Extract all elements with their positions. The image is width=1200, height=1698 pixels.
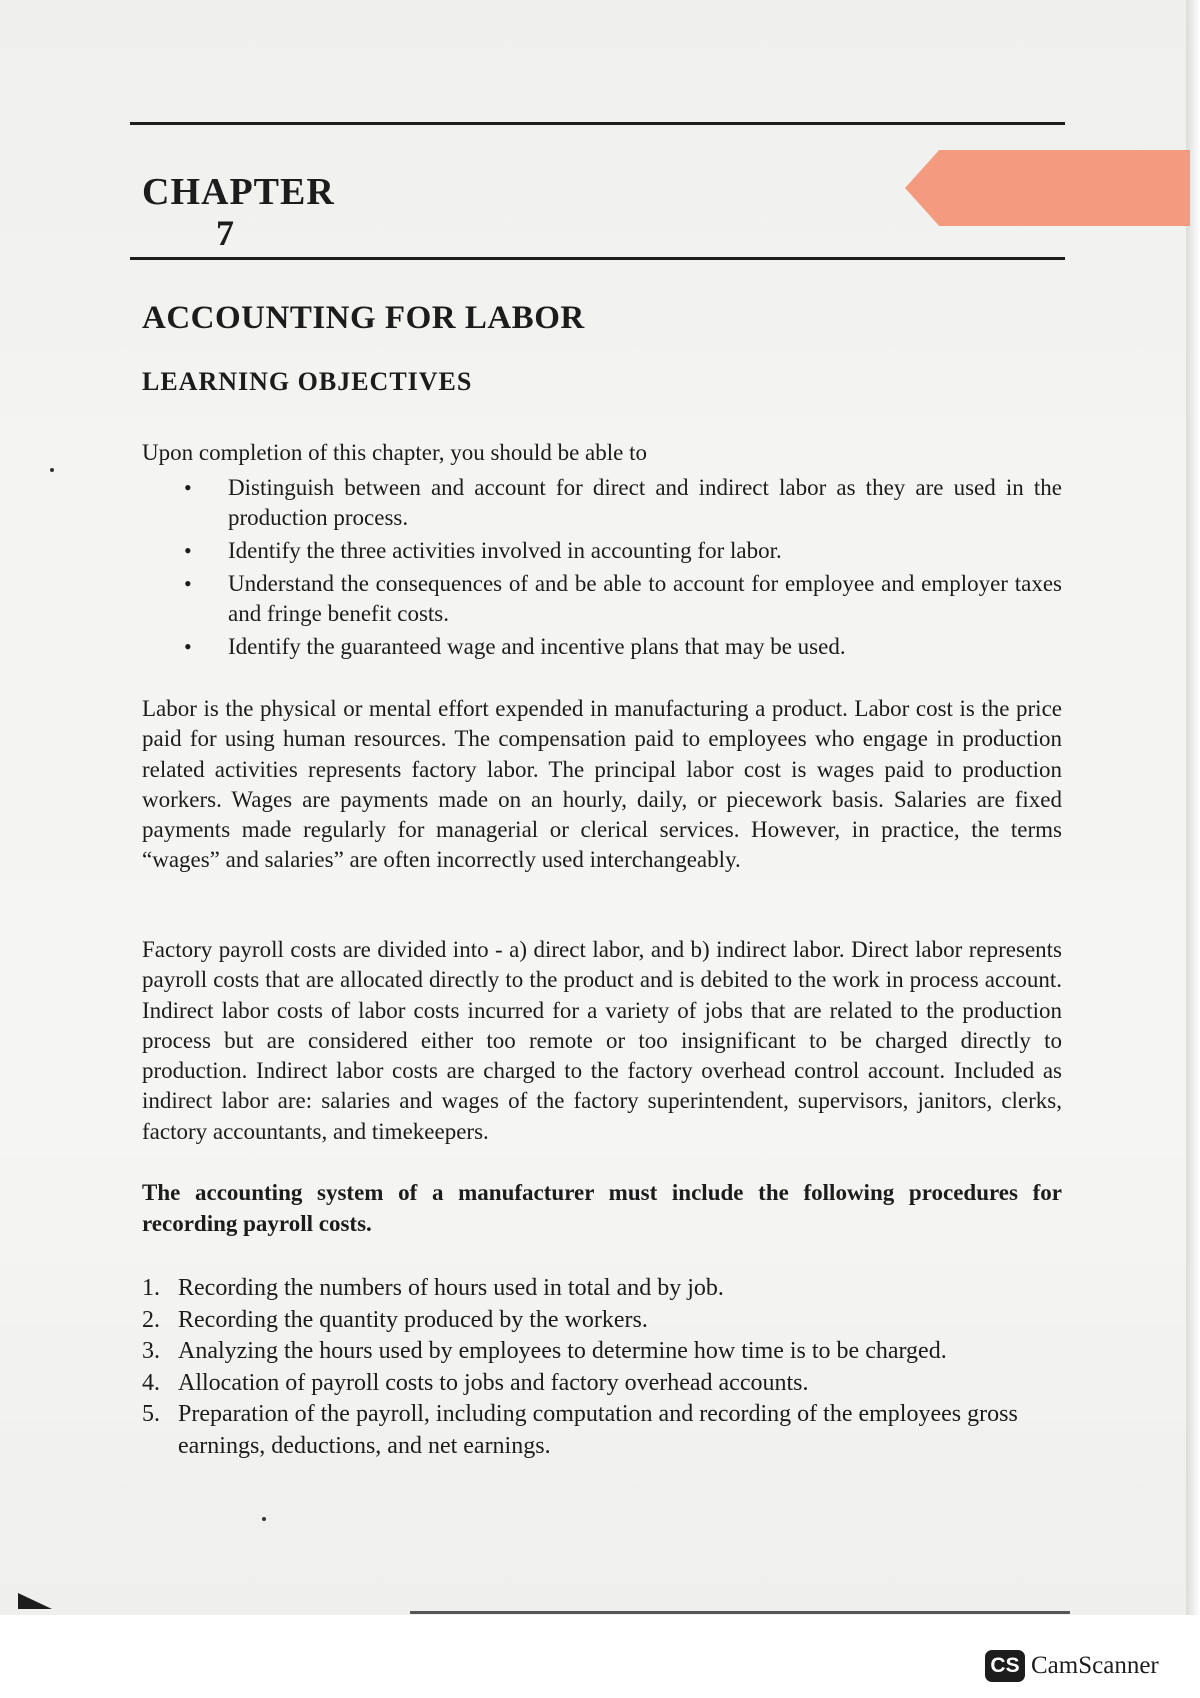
objective-text: Identify the three activities involved in accounting for labor. (228, 538, 782, 563)
corner-mark-icon (18, 1593, 52, 1609)
bullet-icon: • (184, 538, 192, 563)
procedure-number: 5. (142, 1401, 160, 1427)
procedure-item (142, 1273, 1062, 1305)
camscanner-name: CamScanner (1031, 1652, 1159, 1679)
top-rule (130, 122, 1065, 125)
objectives-list (142, 473, 1062, 665)
objective-text: Identify the guaranteed wage and incentive plans that may be used. (228, 634, 846, 659)
bold-statement: The accounting system of a manufacturer must include the following procedures for recording payroll costs. (142, 1180, 1062, 1236)
chapter-label: CHAPTER (142, 171, 335, 213)
sticky-tab-marker (905, 150, 1190, 226)
procedure-item (142, 1305, 1062, 1337)
procedure-item (142, 1336, 1062, 1368)
chapter-title: ACCOUNTING FOR LABOR (142, 300, 585, 336)
objective-text: Distinguish between and account for direct and indirect labor as they are used in the production process. (228, 475, 1062, 530)
procedure-number: 3. (142, 1338, 160, 1364)
procedure-number: 2. (142, 1306, 160, 1333)
scan-speck (50, 468, 54, 472)
procedure-text: Recording the quantity produced by the workers. (178, 1306, 648, 1333)
camscanner-logo-icon: CS (985, 1650, 1025, 1682)
procedure-number: 1. (142, 1275, 160, 1301)
bullet-icon: • (184, 634, 192, 659)
paragraph-labor-definition: Labor is the physical or mental effort expended in manufacturing a product. Labor cost is the price paid for using human resources. The compensation paid to employees who engage in production related activities represents factory labor. The principal labor cost is wages paid to production workers. Wages are payments made on an hourly, daily, or piecework basis. Salaries are fixed payments made regularly for managerial or clerical services. However, in practice, the terms “wages” and salaries” are often incorrectly used interchangeably. (142, 696, 1062, 873)
objective-item (142, 632, 1062, 662)
procedure-text: Recording the numbers of hours used in total and by job. (178, 1275, 724, 1301)
paragraph-payroll-costs: Factory payroll costs are divided into - a) direct labor, and b) indirect labor. Direct labor represents payroll costs that are allocated directly to the product and is debited to the work in process account. Indirect labor costs of labor costs incurred for a variety of jobs that are related to the production process but are considered either too remote or too insignificant to be charged directly to production. Indirect labor costs are charged to the factory overhead control account. Included as indirect labor are: salaries and wages of the factory superintendent, supervisors, janitors, clerks, factory accountants, and timekeepers. (142, 937, 1062, 1144)
scan-speck (262, 1517, 266, 1521)
procedure-text: Preparation of the payroll, including computation and recording of the employees gross earnings, deductions, and net earnings. (178, 1401, 1018, 1459)
procedure-item (142, 1368, 1062, 1400)
objective-text: Understand the consequences of and be able to account for employee and employer taxes and fringe benefit costs. (228, 571, 1062, 626)
procedure-text: Allocation of payroll costs to jobs and factory overhead accounts. (178, 1369, 809, 1396)
procedures-list (142, 1273, 1062, 1462)
procedure-text: Analyzing the hours used by employees to determine how time is to be charged. (178, 1338, 947, 1364)
camscanner-watermark (985, 1650, 1159, 1682)
chapter-rule (130, 257, 1065, 260)
chapter-number: 7 (216, 213, 234, 253)
page-edge-shadow (1186, 0, 1200, 1615)
objective-item (142, 569, 1062, 629)
objective-item (142, 473, 1062, 533)
section-heading: LEARNING OBJECTIVES (142, 367, 473, 396)
objective-item (142, 536, 1062, 566)
bullet-icon: • (184, 571, 192, 596)
procedure-item (142, 1399, 1062, 1462)
objectives-intro: Upon completion of this chapter, you should be able to (142, 440, 647, 465)
bullet-icon: • (184, 475, 192, 500)
procedure-number: 4. (142, 1369, 160, 1396)
bottom-rule (410, 1611, 1070, 1614)
